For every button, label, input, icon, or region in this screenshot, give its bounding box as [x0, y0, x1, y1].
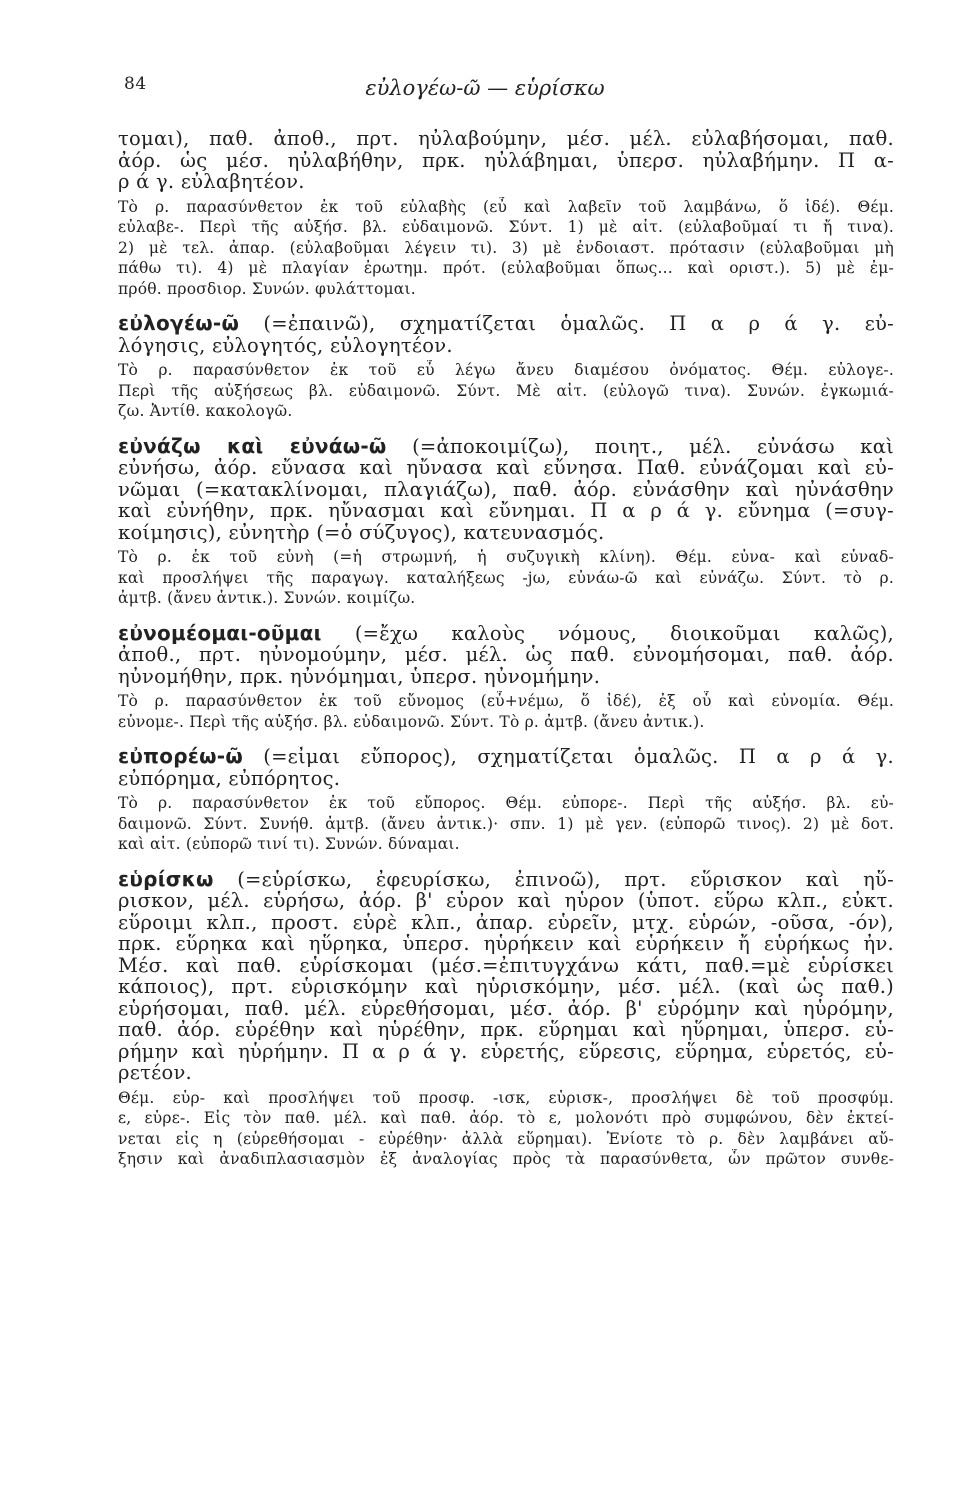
- etymology-line: Τὸ ρ. παρασύνθετον ἐκ τοῦ εὐλαβὴς (εὖ καὶ λαβεῖν τοῦ λαμβάνω, ὅ ἰδέ). Θέμ.: [118, 197, 894, 216]
- definition-line: καὶ εὐνήθην, πρκ. ηὔνασμαι καὶ εὔνημαι. Π α ρ ά γ. εὔνημα (=συγ-: [118, 500, 894, 522]
- definition-text: (=εἶμαι εὔπορος), σχηματίζεται ὁμαλῶς. Π α ρ ά γ.: [263, 746, 894, 768]
- etymology-line: πρόθ. προσδιορ. Συνών. φυλάττομαι.: [118, 279, 416, 298]
- etymology-block: [118, 691, 894, 732]
- definition-text: (=ἔχω καλοὺς νόμους, διοικοῦμαι καλῶς),: [354, 622, 894, 644]
- etymology-line: καὶ αἰτ. (εὐπορῶ τινί τι). Συνών. δύναμαι.: [118, 835, 460, 853]
- etymology-line: εὐνομε-. Περὶ τῆς αὐξήσ. βλ. εὐδαιμονῶ. Σύντ. Τὸ ρ. ἀμτβ. (ἄνευ ἀντικ.).: [118, 712, 705, 731]
- definition-text: (=ἀποκοιμίζω), ποιητ., μέλ. εὐνάσω καὶ: [412, 435, 894, 457]
- entry-eunazo: [118, 436, 894, 609]
- definition-line: ρήμην καὶ ηὑρήμην. Π α ρ ά γ. εὑρετής, εὕρεσις, εὕρημα, εὑρετός, εὑ-: [118, 1040, 894, 1062]
- definition-line: κάποιος), πρτ. εὑρισκόμην καὶ ηὑρισκόμην, μέσ. μέλ. (καὶ ὡς παθ.): [118, 976, 894, 998]
- entry-first-line: [118, 436, 894, 458]
- etymology-block: [118, 547, 894, 609]
- etymology-line: πάθω τι). 4) μὲ πλαγίαν ἐρωτημ. πρότ. (εὐλαβοῦμαι ὅπως... καὶ οριστ.). 5) μὲ ἐμ-: [118, 259, 894, 277]
- entry-eulogeo: [118, 313, 894, 422]
- etymology-line: Τὸ ρ. παρασύνθετον ἐκ τοῦ εὔνομος (εὖ+νέμω, ὅ ἰδέ), ἐξ οὗ καὶ εὐνομία. Θέμ.: [118, 692, 894, 710]
- definition-line: παθ. ἀόρ. εὑρέθην καὶ ηὑρέθην, πρκ. εὕρημαι καὶ ηὕρημαι, ὑπερσ. εὑ-: [118, 1019, 894, 1041]
- definition-line: Μέσ. καὶ παθ. εὑρίσκομαι (μέσ.=ἐπιτυγχάνω κάτι, παθ.=μὲ εὑρίσκει: [118, 954, 894, 976]
- etymology-line: ε, εὑρε-. Εἰς τὸν παθ. μέλ. καὶ παθ. ἀόρ. τὸ ε, μολονότι πρὸ συμφώνου, δὲν ἐκτεί-: [118, 1109, 894, 1127]
- definition-line: ρετέον.: [118, 1062, 192, 1084]
- entry-euporeo: [118, 746, 894, 855]
- entry-heurisko: [118, 869, 894, 1170]
- definition-line: ρισκον, μέλ. εὑρήσω, ἀόρ. β' εὗρον καὶ ηὗρον (ὑποτ. εὕρω κλπ., εὐκτ.: [118, 890, 894, 912]
- etymology-line: Θέμ. εὑρ- καὶ προσλήψει τοῦ προσφ. -ισκ, εὑρισκ-, προσλήψει δὲ τοῦ προσφύμ.: [118, 1088, 894, 1107]
- definition-line: κοίμησις), εὐνητὴρ (=ὁ σύζυγος), κατευνασμός.: [118, 521, 605, 543]
- headword: εὐνάζω καὶ εὐνάω-ῶ: [118, 435, 387, 457]
- headword: εὐλογέω-ῶ: [118, 313, 240, 335]
- etymology-block: [118, 360, 894, 422]
- definition-line: πρκ. εὕρηκα καὶ ηὕρηκα, ὑπερσ. ηὑρήκειν καὶ εὑρήκειν ἤ εὑρήκως ἦν.: [118, 933, 894, 955]
- etymology-line: εὐλαβε-. Περὶ τῆς αὐξήσ. βλ. εὐδαιμονῶ. Σύντ. 1) μὲ αἰτ. (εὐλαβοῦμαί τι ἤ τινα).: [118, 218, 894, 236]
- headword: εὐνομέομαι-οῦμαι: [118, 622, 322, 644]
- definition-line: ρ ά γ. εὐλαβητέον.: [118, 171, 305, 193]
- etymology-line: ζω. Ἀντίθ. κακολογῶ.: [118, 402, 293, 420]
- etymology-line: ἀμτβ. (ἄνευ ἀντικ.). Συνών. κοιμίζω.: [118, 589, 416, 607]
- running-head: εὐλογέω-ῶ — εὑρίσκω: [365, 76, 605, 100]
- definition-line: νῶμαι (=κατακλίνομαι, πλαγιάζω), παθ. ἀόρ. εὐνάσθην καὶ ηὐνάσθην: [118, 478, 894, 500]
- headword: εὐπορέω-ῶ: [118, 746, 243, 768]
- entry-first-line: [118, 869, 894, 891]
- entry-eunomeomai: [118, 623, 894, 733]
- definition-line: ἀποθ., πρτ. ηὐνομούμην, μέσ. μέλ. ὡς παθ. εὐνομήσομαι, παθ. ἀόρ.: [118, 644, 894, 666]
- etymology-line: καὶ προσλήψει τῆς παραγωγ. καταλήξεως -jω, εὐνάω-ῶ καὶ εὐνάζω. Σύντ. τὸ ρ.: [118, 568, 894, 587]
- definition-line: λόγησις, εὐλογητός, εὐλογητέον.: [118, 334, 453, 356]
- etymology-block: [118, 793, 894, 855]
- etymology-line: Περὶ τῆς αὐξήσεως βλ. εὐδαιμονῶ. Σύντ. Μὲ αἰτ. (εὐλογῶ τινα). Συνών. ἐγκωμιά-: [118, 381, 894, 400]
- etymology-line: νεται εἰς η (εὑρεθήσομαι - εὑρέθην· ἀλλὰ εὕρημαι). Ἐνίοτε τὸ ρ. δὲν λαμβάνει αὔ-: [118, 1129, 894, 1148]
- etymology-line: Τὸ ρ. παρασύνθετον ἐκ τοῦ εὔπορος. Θέμ. εὐπορε-. Περὶ τῆς αὐξήσ. βλ. εὐ-: [118, 794, 894, 812]
- definition-line: ηὐνομήθην, πρκ. ηὐνόμημαι, ὑπερσ. ηὐνομήμην.: [118, 665, 601, 687]
- etymology-line: δαιμονῶ. Σύντ. Συνήθ. ἀμτβ. (ἄνευ ἀντικ.)· σπν. 1) μὲ γεν. (εὐπορῶ τινος). 2) μὲ δοτ.: [118, 814, 894, 833]
- page-number: 84: [124, 74, 147, 94]
- entry-first-line: [118, 623, 894, 645]
- entry-first-line: [118, 313, 894, 335]
- etymology-line: 2) μὲ τελ. ἀπαρ. (εὐλαβοῦμαι λέγειν τι). 3) μὲ ἐνδοιαστ. πρότασιν (εὐλαβοῦμαι μὴ: [118, 238, 894, 257]
- etymology-line: ξησιν καὶ ἀναδιπλασιασμὸν ἐξ ἀναλογίας πρὸς τὰ παρασύνθετα, ὧν πρῶτον συνθε-: [118, 1150, 894, 1168]
- etymology-line: Τὸ ρ. ἐκ τοῦ εὐνὴ (=ἡ στρωμνή, ἡ συζυγικὴ κλίνη). Θέμ. εὐνα- καὶ εὐναδ-: [118, 548, 894, 566]
- definition-line: εὕροιμι κλπ., προστ. εὑρὲ κλπ., ἀπαρ. εὑρεῖν, μτχ. εὑρών, -οῦσα, -όν),: [118, 911, 894, 933]
- definition-line: εὐπόρημα, εὐπόρητος.: [118, 767, 341, 789]
- etymology-line: Τὸ ρ. παρασύνθετον ἐκ τοῦ εὖ λέγω ἄνευ διαμέσου ὀνόματος. Θέμ. εὐλογε-.: [118, 361, 894, 379]
- definition-text: (=ἐπαινῶ), σχηματίζεται ὁμαλῶς. Π α ρ ά γ. εὐ-: [263, 313, 894, 335]
- etymology-block: [118, 197, 894, 300]
- definition-line: εὑρήσομαι, παθ. μέλ. εὑρεθήσομαι, μέσ. ἀόρ. β' εὑρόμην καὶ ηὑρόμην,: [118, 997, 894, 1019]
- page-content: [118, 128, 894, 1170]
- entry-first-line: [118, 746, 894, 768]
- etymology-block: [118, 1088, 894, 1170]
- headword: εὑρίσκω: [118, 868, 214, 890]
- definition-line: εὐνήσω, ἀόρ. εὔνασα καὶ ηὔνασα καὶ εὔνησα. Παθ. εὐνάζομαι καὶ εὐ-: [118, 457, 894, 479]
- definition-line: τομαι), παθ. ἀποθ., πρτ. ηὐλαβούμην, μέσ. μέλ. εὐλαβήσομαι, παθ.: [118, 128, 894, 150]
- definition-text: (=εὑρίσκω, ἐφευρίσκω, ἐπινοῶ), πρτ. εὕρισκον καὶ ηὕ-: [237, 868, 894, 890]
- definition-line: ἀόρ. ὡς μέσ. ηὐλαβήθην, πρκ. ηὐλάβημαι, ὑπερσ. ηὐλαβήμην. Π α-: [118, 149, 894, 171]
- continuation-block: [118, 128, 894, 299]
